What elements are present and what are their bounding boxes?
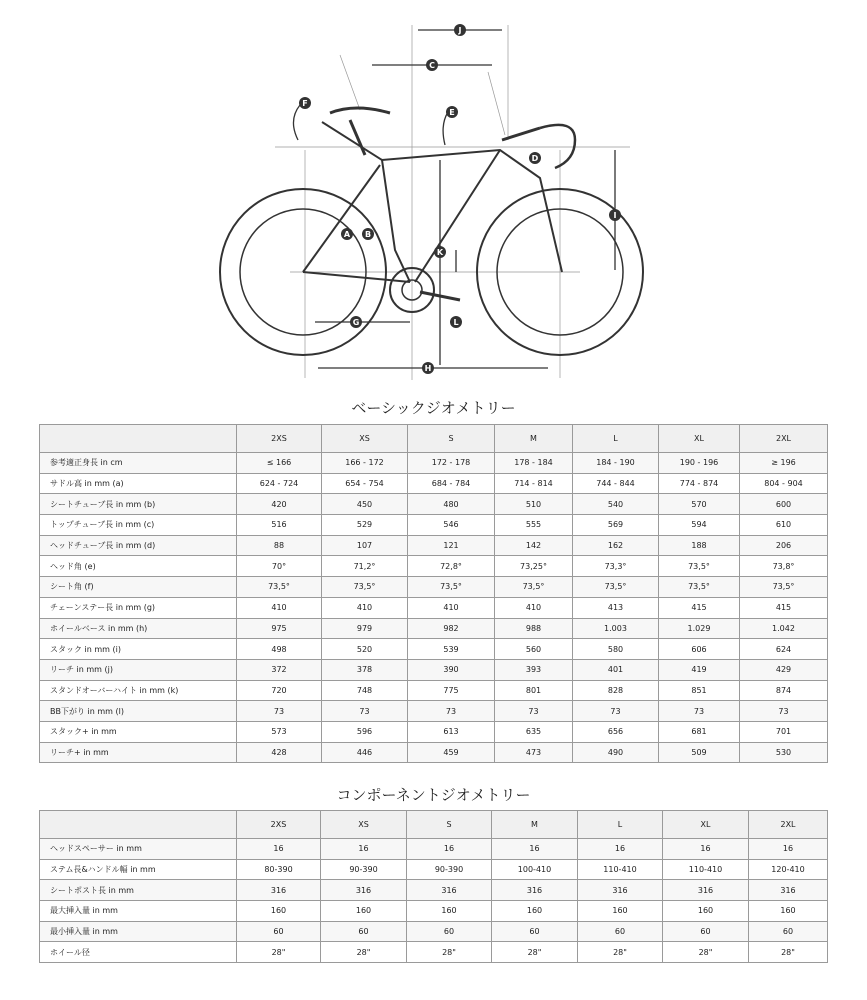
svg-text:E: E bbox=[449, 108, 455, 117]
value-cell: 372 bbox=[237, 659, 322, 680]
value-cell: 73,3° bbox=[573, 556, 659, 577]
table-row bbox=[40, 921, 828, 942]
value-cell: 828 bbox=[573, 680, 659, 701]
value-cell: 539 bbox=[408, 639, 495, 660]
value-cell: 681 bbox=[659, 721, 740, 742]
row-label: 最小挿入量 in mm bbox=[40, 921, 237, 942]
marker-h bbox=[422, 362, 434, 374]
table-row bbox=[40, 556, 828, 577]
size-header: 2XS bbox=[237, 811, 321, 839]
value-cell: 419 bbox=[659, 659, 740, 680]
value-cell: 851 bbox=[659, 680, 740, 701]
value-cell: 16 bbox=[237, 839, 321, 860]
table-row bbox=[40, 453, 828, 474]
value-cell: 73 bbox=[573, 701, 659, 722]
value-cell: 516 bbox=[237, 515, 322, 536]
value-cell: 73 bbox=[659, 701, 740, 722]
row-label: ヘッドチューブ長 in mm (d) bbox=[40, 535, 237, 556]
value-cell: 60 bbox=[492, 921, 578, 942]
value-cell: 1.042 bbox=[740, 618, 828, 639]
value-cell: 748 bbox=[322, 680, 408, 701]
size-header: L bbox=[578, 811, 663, 839]
value-cell: 415 bbox=[659, 597, 740, 618]
marker-b bbox=[362, 228, 374, 240]
table-row bbox=[40, 659, 828, 680]
value-cell: 624 - 724 bbox=[237, 473, 322, 494]
marker-d bbox=[529, 152, 541, 164]
value-cell: 73 bbox=[322, 701, 408, 722]
value-cell: 16 bbox=[492, 839, 578, 860]
value-cell: 73 bbox=[740, 701, 828, 722]
value-cell: 429 bbox=[740, 659, 828, 680]
value-cell: 510 bbox=[495, 494, 573, 515]
table-row bbox=[40, 880, 828, 901]
value-cell: 415 bbox=[740, 597, 828, 618]
svg-text:H: H bbox=[424, 364, 432, 373]
value-cell: 490 bbox=[573, 742, 659, 763]
svg-text:K: K bbox=[436, 248, 444, 257]
svg-text:B: B bbox=[364, 230, 372, 239]
value-cell: 410 bbox=[495, 597, 573, 618]
value-cell: 16 bbox=[578, 839, 663, 860]
table-header-row bbox=[40, 811, 828, 839]
value-cell: 473 bbox=[495, 742, 573, 763]
value-cell: 60 bbox=[407, 921, 492, 942]
size-header: 2XS bbox=[237, 425, 322, 453]
value-cell: 480 bbox=[408, 494, 495, 515]
svg-text:G: G bbox=[352, 318, 360, 327]
value-cell: 60 bbox=[663, 921, 749, 942]
value-cell: 560 bbox=[495, 639, 573, 660]
table-row bbox=[40, 535, 828, 556]
marker-a bbox=[341, 228, 353, 240]
svg-text:J: J bbox=[458, 26, 462, 35]
bike-geometry-diagram bbox=[200, 10, 670, 385]
value-cell: 16 bbox=[321, 839, 407, 860]
value-cell: 188 bbox=[659, 535, 740, 556]
value-cell: 70° bbox=[237, 556, 322, 577]
value-cell: 80-390 bbox=[237, 859, 321, 880]
value-cell: 540 bbox=[573, 494, 659, 515]
value-cell: 570 bbox=[659, 494, 740, 515]
value-cell: 316 bbox=[407, 880, 492, 901]
marker-i bbox=[609, 209, 621, 221]
value-cell: 982 bbox=[408, 618, 495, 639]
value-cell: 121 bbox=[408, 535, 495, 556]
value-cell: 160 bbox=[749, 901, 828, 922]
value-cell: 73,25° bbox=[495, 556, 573, 577]
value-cell: 190 - 196 bbox=[659, 453, 740, 474]
value-cell: 73,8° bbox=[740, 556, 828, 577]
size-header: XS bbox=[321, 811, 407, 839]
value-cell: 71,2° bbox=[322, 556, 408, 577]
marker-f bbox=[299, 97, 311, 109]
value-cell: 979 bbox=[322, 618, 408, 639]
value-cell: 1.029 bbox=[659, 618, 740, 639]
value-cell: 714 - 814 bbox=[495, 473, 573, 494]
value-cell: 316 bbox=[492, 880, 578, 901]
value-cell: 60 bbox=[321, 921, 407, 942]
value-cell: 28" bbox=[749, 942, 828, 963]
value-cell: 60 bbox=[237, 921, 321, 942]
value-cell: 73,5° bbox=[573, 577, 659, 598]
value-cell: 450 bbox=[322, 494, 408, 515]
value-cell: 446 bbox=[322, 742, 408, 763]
size-header: M bbox=[495, 425, 573, 453]
table-row bbox=[40, 473, 828, 494]
value-cell: 520 bbox=[322, 639, 408, 660]
value-cell: 600 bbox=[740, 494, 828, 515]
value-cell: 975 bbox=[237, 618, 322, 639]
component-geometry-table bbox=[39, 810, 828, 963]
value-cell: 656 bbox=[573, 721, 659, 742]
size-header: S bbox=[407, 811, 492, 839]
value-cell: 410 bbox=[408, 597, 495, 618]
size-header: XS bbox=[322, 425, 408, 453]
table-row bbox=[40, 701, 828, 722]
value-cell: 60 bbox=[578, 921, 663, 942]
size-header: 2XL bbox=[740, 425, 828, 453]
row-label: ヘッドスペーサー in mm bbox=[40, 839, 237, 860]
table-header-row bbox=[40, 425, 828, 453]
size-header: M bbox=[492, 811, 578, 839]
table-row bbox=[40, 742, 828, 763]
table-row bbox=[40, 494, 828, 515]
marker-c bbox=[426, 59, 438, 71]
value-cell: 73,5° bbox=[237, 577, 322, 598]
component-geometry-title: コンポーネントジオメトリー bbox=[336, 786, 531, 804]
row-label: スタック in mm (i) bbox=[40, 639, 237, 660]
marker-g bbox=[350, 316, 362, 328]
table-row bbox=[40, 859, 828, 880]
value-cell: 775 bbox=[408, 680, 495, 701]
value-cell: 73,5° bbox=[659, 556, 740, 577]
svg-text:D: D bbox=[531, 154, 539, 163]
value-cell: 73,5° bbox=[322, 577, 408, 598]
value-cell: 28" bbox=[492, 942, 578, 963]
value-cell: 413 bbox=[573, 597, 659, 618]
value-cell: 28" bbox=[663, 942, 749, 963]
row-label: ホイール径 bbox=[40, 942, 237, 963]
size-header: 2XL bbox=[749, 811, 828, 839]
value-cell: 874 bbox=[740, 680, 828, 701]
table-row bbox=[40, 680, 828, 701]
value-cell: 701 bbox=[740, 721, 828, 742]
value-cell: 684 - 784 bbox=[408, 473, 495, 494]
value-cell: 172 - 178 bbox=[408, 453, 495, 474]
value-cell: 16 bbox=[407, 839, 492, 860]
row-label: シート角 (f) bbox=[40, 577, 237, 598]
svg-text:A: A bbox=[343, 230, 351, 239]
value-cell: 390 bbox=[408, 659, 495, 680]
value-cell: 162 bbox=[573, 535, 659, 556]
row-label: ステム長&ハンドル幅 in mm bbox=[40, 859, 237, 880]
svg-text:L: L bbox=[453, 318, 459, 327]
value-cell: 110-410 bbox=[578, 859, 663, 880]
svg-text:I: I bbox=[613, 211, 617, 220]
row-label: BB下がり in mm (l) bbox=[40, 701, 237, 722]
marker-l bbox=[450, 316, 462, 328]
value-cell: 73,5° bbox=[659, 577, 740, 598]
value-cell: 378 bbox=[322, 659, 408, 680]
marker-j bbox=[454, 24, 466, 36]
value-cell: 801 bbox=[495, 680, 573, 701]
value-cell: 316 bbox=[321, 880, 407, 901]
marker-k bbox=[434, 246, 446, 258]
value-cell: 410 bbox=[237, 597, 322, 618]
value-cell: 529 bbox=[322, 515, 408, 536]
table-row bbox=[40, 639, 828, 660]
value-cell: 316 bbox=[578, 880, 663, 901]
value-cell: 28" bbox=[237, 942, 321, 963]
value-cell: 546 bbox=[408, 515, 495, 536]
table-row bbox=[40, 721, 828, 742]
value-cell: 142 bbox=[495, 535, 573, 556]
value-cell: 160 bbox=[407, 901, 492, 922]
value-cell: 316 bbox=[663, 880, 749, 901]
value-cell: 16 bbox=[749, 839, 828, 860]
table-row bbox=[40, 515, 828, 536]
value-cell: 110-410 bbox=[663, 859, 749, 880]
value-cell: 401 bbox=[573, 659, 659, 680]
value-cell: 160 bbox=[492, 901, 578, 922]
value-cell: 73 bbox=[495, 701, 573, 722]
row-label: トップチューブ長 in mm (c) bbox=[40, 515, 237, 536]
row-label: スタック+ in mm bbox=[40, 721, 237, 742]
value-cell: 594 bbox=[659, 515, 740, 536]
table-row bbox=[40, 597, 828, 618]
value-cell: 580 bbox=[573, 639, 659, 660]
value-cell: 573 bbox=[237, 721, 322, 742]
row-label: サドル高 in mm (a) bbox=[40, 473, 237, 494]
value-cell: 120-410 bbox=[749, 859, 828, 880]
value-cell: 72,8° bbox=[408, 556, 495, 577]
header-empty-cell bbox=[40, 425, 237, 453]
row-label: ホイールベース in mm (h) bbox=[40, 618, 237, 639]
value-cell: 509 bbox=[659, 742, 740, 763]
value-cell: 88 bbox=[237, 535, 322, 556]
svg-text:C: C bbox=[429, 61, 435, 70]
value-cell: 606 bbox=[659, 639, 740, 660]
value-cell: 166 - 172 bbox=[322, 453, 408, 474]
value-cell: 28" bbox=[321, 942, 407, 963]
value-cell: 160 bbox=[663, 901, 749, 922]
row-label: 参考適正身長 in cm bbox=[40, 453, 237, 474]
value-cell: 555 bbox=[495, 515, 573, 536]
row-label: シートチューブ長 in mm (b) bbox=[40, 494, 237, 515]
value-cell: 73,5° bbox=[740, 577, 828, 598]
value-cell: 459 bbox=[408, 742, 495, 763]
value-cell: 1.003 bbox=[573, 618, 659, 639]
value-cell: 100-410 bbox=[492, 859, 578, 880]
value-cell: 804 - 904 bbox=[740, 473, 828, 494]
size-header: S bbox=[408, 425, 495, 453]
value-cell: 73,5° bbox=[408, 577, 495, 598]
header-empty-cell bbox=[40, 811, 237, 839]
row-label: チェーンステー長 in mm (g) bbox=[40, 597, 237, 618]
value-cell: 90-390 bbox=[321, 859, 407, 880]
basic-geometry-table bbox=[39, 424, 828, 763]
value-cell: 316 bbox=[237, 880, 321, 901]
value-cell: 28" bbox=[578, 942, 663, 963]
value-cell: 90-390 bbox=[407, 859, 492, 880]
value-cell: 596 bbox=[322, 721, 408, 742]
value-cell: 160 bbox=[578, 901, 663, 922]
size-header: L bbox=[573, 425, 659, 453]
table-row bbox=[40, 618, 828, 639]
value-cell: 569 bbox=[573, 515, 659, 536]
value-cell: 613 bbox=[408, 721, 495, 742]
value-cell: 160 bbox=[321, 901, 407, 922]
value-cell: 73 bbox=[408, 701, 495, 722]
value-cell: 206 bbox=[740, 535, 828, 556]
table-row bbox=[40, 942, 828, 963]
value-cell: ≥ 196 bbox=[740, 453, 828, 474]
value-cell: 420 bbox=[237, 494, 322, 515]
value-cell: 774 - 874 bbox=[659, 473, 740, 494]
value-cell: 316 bbox=[749, 880, 828, 901]
row-label: リーチ+ in mm bbox=[40, 742, 237, 763]
value-cell: 530 bbox=[740, 742, 828, 763]
value-cell: 610 bbox=[740, 515, 828, 536]
value-cell: 498 bbox=[237, 639, 322, 660]
value-cell: 654 - 754 bbox=[322, 473, 408, 494]
row-label: ヘッド角 (e) bbox=[40, 556, 237, 577]
value-cell: 624 bbox=[740, 639, 828, 660]
value-cell: 28" bbox=[407, 942, 492, 963]
row-label: スタンドオーバーハイト in mm (k) bbox=[40, 680, 237, 701]
size-header: XL bbox=[659, 425, 740, 453]
value-cell: 73,5° bbox=[495, 577, 573, 598]
basic-geometry-title: ベーシックジオメトリー bbox=[351, 399, 516, 417]
value-cell: ≤ 166 bbox=[237, 453, 322, 474]
marker-e bbox=[446, 106, 458, 118]
table-row bbox=[40, 577, 828, 598]
value-cell: 107 bbox=[322, 535, 408, 556]
value-cell: 720 bbox=[237, 680, 322, 701]
value-cell: 410 bbox=[322, 597, 408, 618]
value-cell: 393 bbox=[495, 659, 573, 680]
value-cell: 428 bbox=[237, 742, 322, 763]
row-label: シートポスト長 in mm bbox=[40, 880, 237, 901]
size-header: XL bbox=[663, 811, 749, 839]
value-cell: 988 bbox=[495, 618, 573, 639]
row-label: リーチ in mm (j) bbox=[40, 659, 237, 680]
value-cell: 60 bbox=[749, 921, 828, 942]
value-cell: 184 - 190 bbox=[573, 453, 659, 474]
value-cell: 178 - 184 bbox=[495, 453, 573, 474]
svg-text:F: F bbox=[302, 99, 308, 108]
value-cell: 160 bbox=[237, 901, 321, 922]
value-cell: 744 - 844 bbox=[573, 473, 659, 494]
table-row bbox=[40, 901, 828, 922]
table-row bbox=[40, 839, 828, 860]
value-cell: 16 bbox=[663, 839, 749, 860]
value-cell: 635 bbox=[495, 721, 573, 742]
row-label: 最大挿入量 in mm bbox=[40, 901, 237, 922]
value-cell: 73 bbox=[237, 701, 322, 722]
